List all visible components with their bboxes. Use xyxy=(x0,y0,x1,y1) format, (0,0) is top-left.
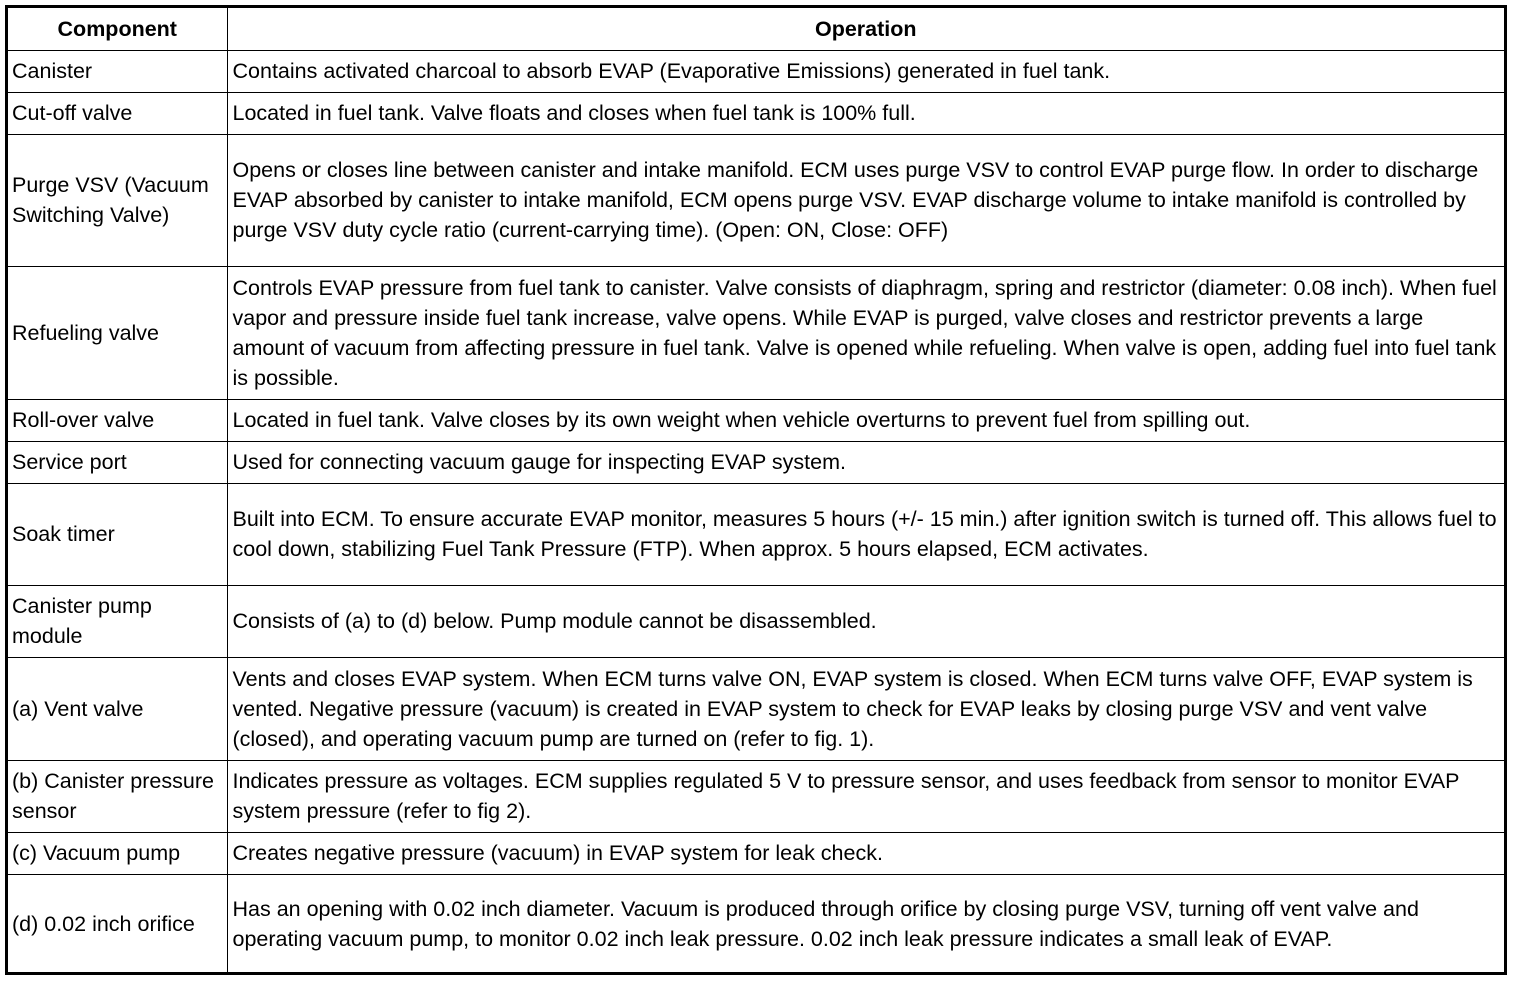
operation-cell: Has an opening with 0.02 inch diameter. Vacuum is produced through orifice by closing purge VSV, turning off vent valve and operating vacuum pump, to monitor 0.02 inch leak pressure. 0.02 inch leak pressure indicates a small leak of EVAP. xyxy=(227,874,1504,974)
operation-cell: Controls EVAP pressure from fuel tank to canister. Valve consists of diaphragm, spring and restrictor (diameter: 0.08 inch). When fuel vapor and pressure inside fuel tank increase, valve opens. While EVAP is purged, valve closes and restrictor prevents a large amount of vacuum from affecting pressure in fuel tank. Valve is opened while refueling. When valve is open, adding fuel into fuel tank is possible. xyxy=(227,266,1504,399)
component-cell: (c) Vacuum pump xyxy=(8,832,227,874)
header-component: Component xyxy=(8,8,227,50)
component-cell: (a) Vent valve xyxy=(8,657,227,760)
operation-cell: Creates negative pressure (vacuum) in EVAP system for leak check. xyxy=(227,832,1504,874)
operation-cell: Opens or closes line between canister and intake manifold. ECM uses purge VSV to control EVAP purge flow. In order to discharge EVAP absorbed by canister to intake manifold, ECM opens purge VSV. EVAP discharge volume to intake manifold is controlled by purge VSV duty cycle ratio (current-carrying time). (Open: ON, Close: OFF) xyxy=(227,134,1504,266)
table-row xyxy=(8,441,1504,483)
table-row xyxy=(8,585,1504,657)
operation-cell: Built into ECM. To ensure accurate EVAP monitor, measures 5 hours (+/- 15 min.) after ignition switch is turned off. This allows fuel to cool down, stabilizing Fuel Tank Pressure (FTP). When approx. 5 hours elapsed, ECM activates. xyxy=(227,483,1504,585)
component-cell: Canister xyxy=(8,50,227,92)
table-row xyxy=(8,399,1504,441)
table-row xyxy=(8,92,1504,134)
component-cell: Soak timer xyxy=(8,483,227,585)
component-cell: Refueling valve xyxy=(8,266,227,399)
component-cell: Canister pump module xyxy=(8,585,227,657)
component-cell: Purge VSV (Vacuum Switching Valve) xyxy=(8,134,227,266)
operation-cell: Located in fuel tank. Valve floats and closes when fuel tank is 100% full. xyxy=(227,92,1504,134)
component-cell: Service port xyxy=(8,441,227,483)
evap-component-table xyxy=(8,8,1504,974)
header-operation: Operation xyxy=(227,8,1504,50)
component-cell: (b) Canister pressure sensor xyxy=(8,760,227,832)
table-row xyxy=(8,134,1504,266)
operation-cell: Used for connecting vacuum gauge for inspecting EVAP system. xyxy=(227,441,1504,483)
component-cell: (d) 0.02 inch orifice xyxy=(8,874,227,974)
table-row xyxy=(8,50,1504,92)
operation-cell: Consists of (a) to (d) below. Pump module cannot be disassembled. xyxy=(227,585,1504,657)
table-row xyxy=(8,483,1504,585)
table-row xyxy=(8,657,1504,760)
operation-cell: Located in fuel tank. Valve closes by its own weight when vehicle overturns to prevent fuel from spilling out. xyxy=(227,399,1504,441)
component-cell: Roll-over valve xyxy=(8,399,227,441)
evap-component-table-frame xyxy=(5,5,1507,975)
operation-cell: Vents and closes EVAP system. When ECM turns valve ON, EVAP system is closed. When ECM turns valve OFF, EVAP system is vented. Negative pressure (vacuum) is created in EVAP system to check for EVAP leaks by closing purge VSV and vent valve (closed), and operating vacuum pump are turned on (refer to fig. 1). xyxy=(227,657,1504,760)
table-row xyxy=(8,874,1504,974)
table-row xyxy=(8,832,1504,874)
component-cell: Cut-off valve xyxy=(8,92,227,134)
operation-cell: Contains activated charcoal to absorb EVAP (Evaporative Emissions) generated in fuel tank. xyxy=(227,50,1504,92)
header-row xyxy=(8,8,1504,50)
operation-cell: Indicates pressure as voltages. ECM supplies regulated 5 V to pressure sensor, and uses feedback from sensor to monitor EVAP system pressure (refer to fig 2). xyxy=(227,760,1504,832)
table-row xyxy=(8,760,1504,832)
table-row xyxy=(8,266,1504,399)
